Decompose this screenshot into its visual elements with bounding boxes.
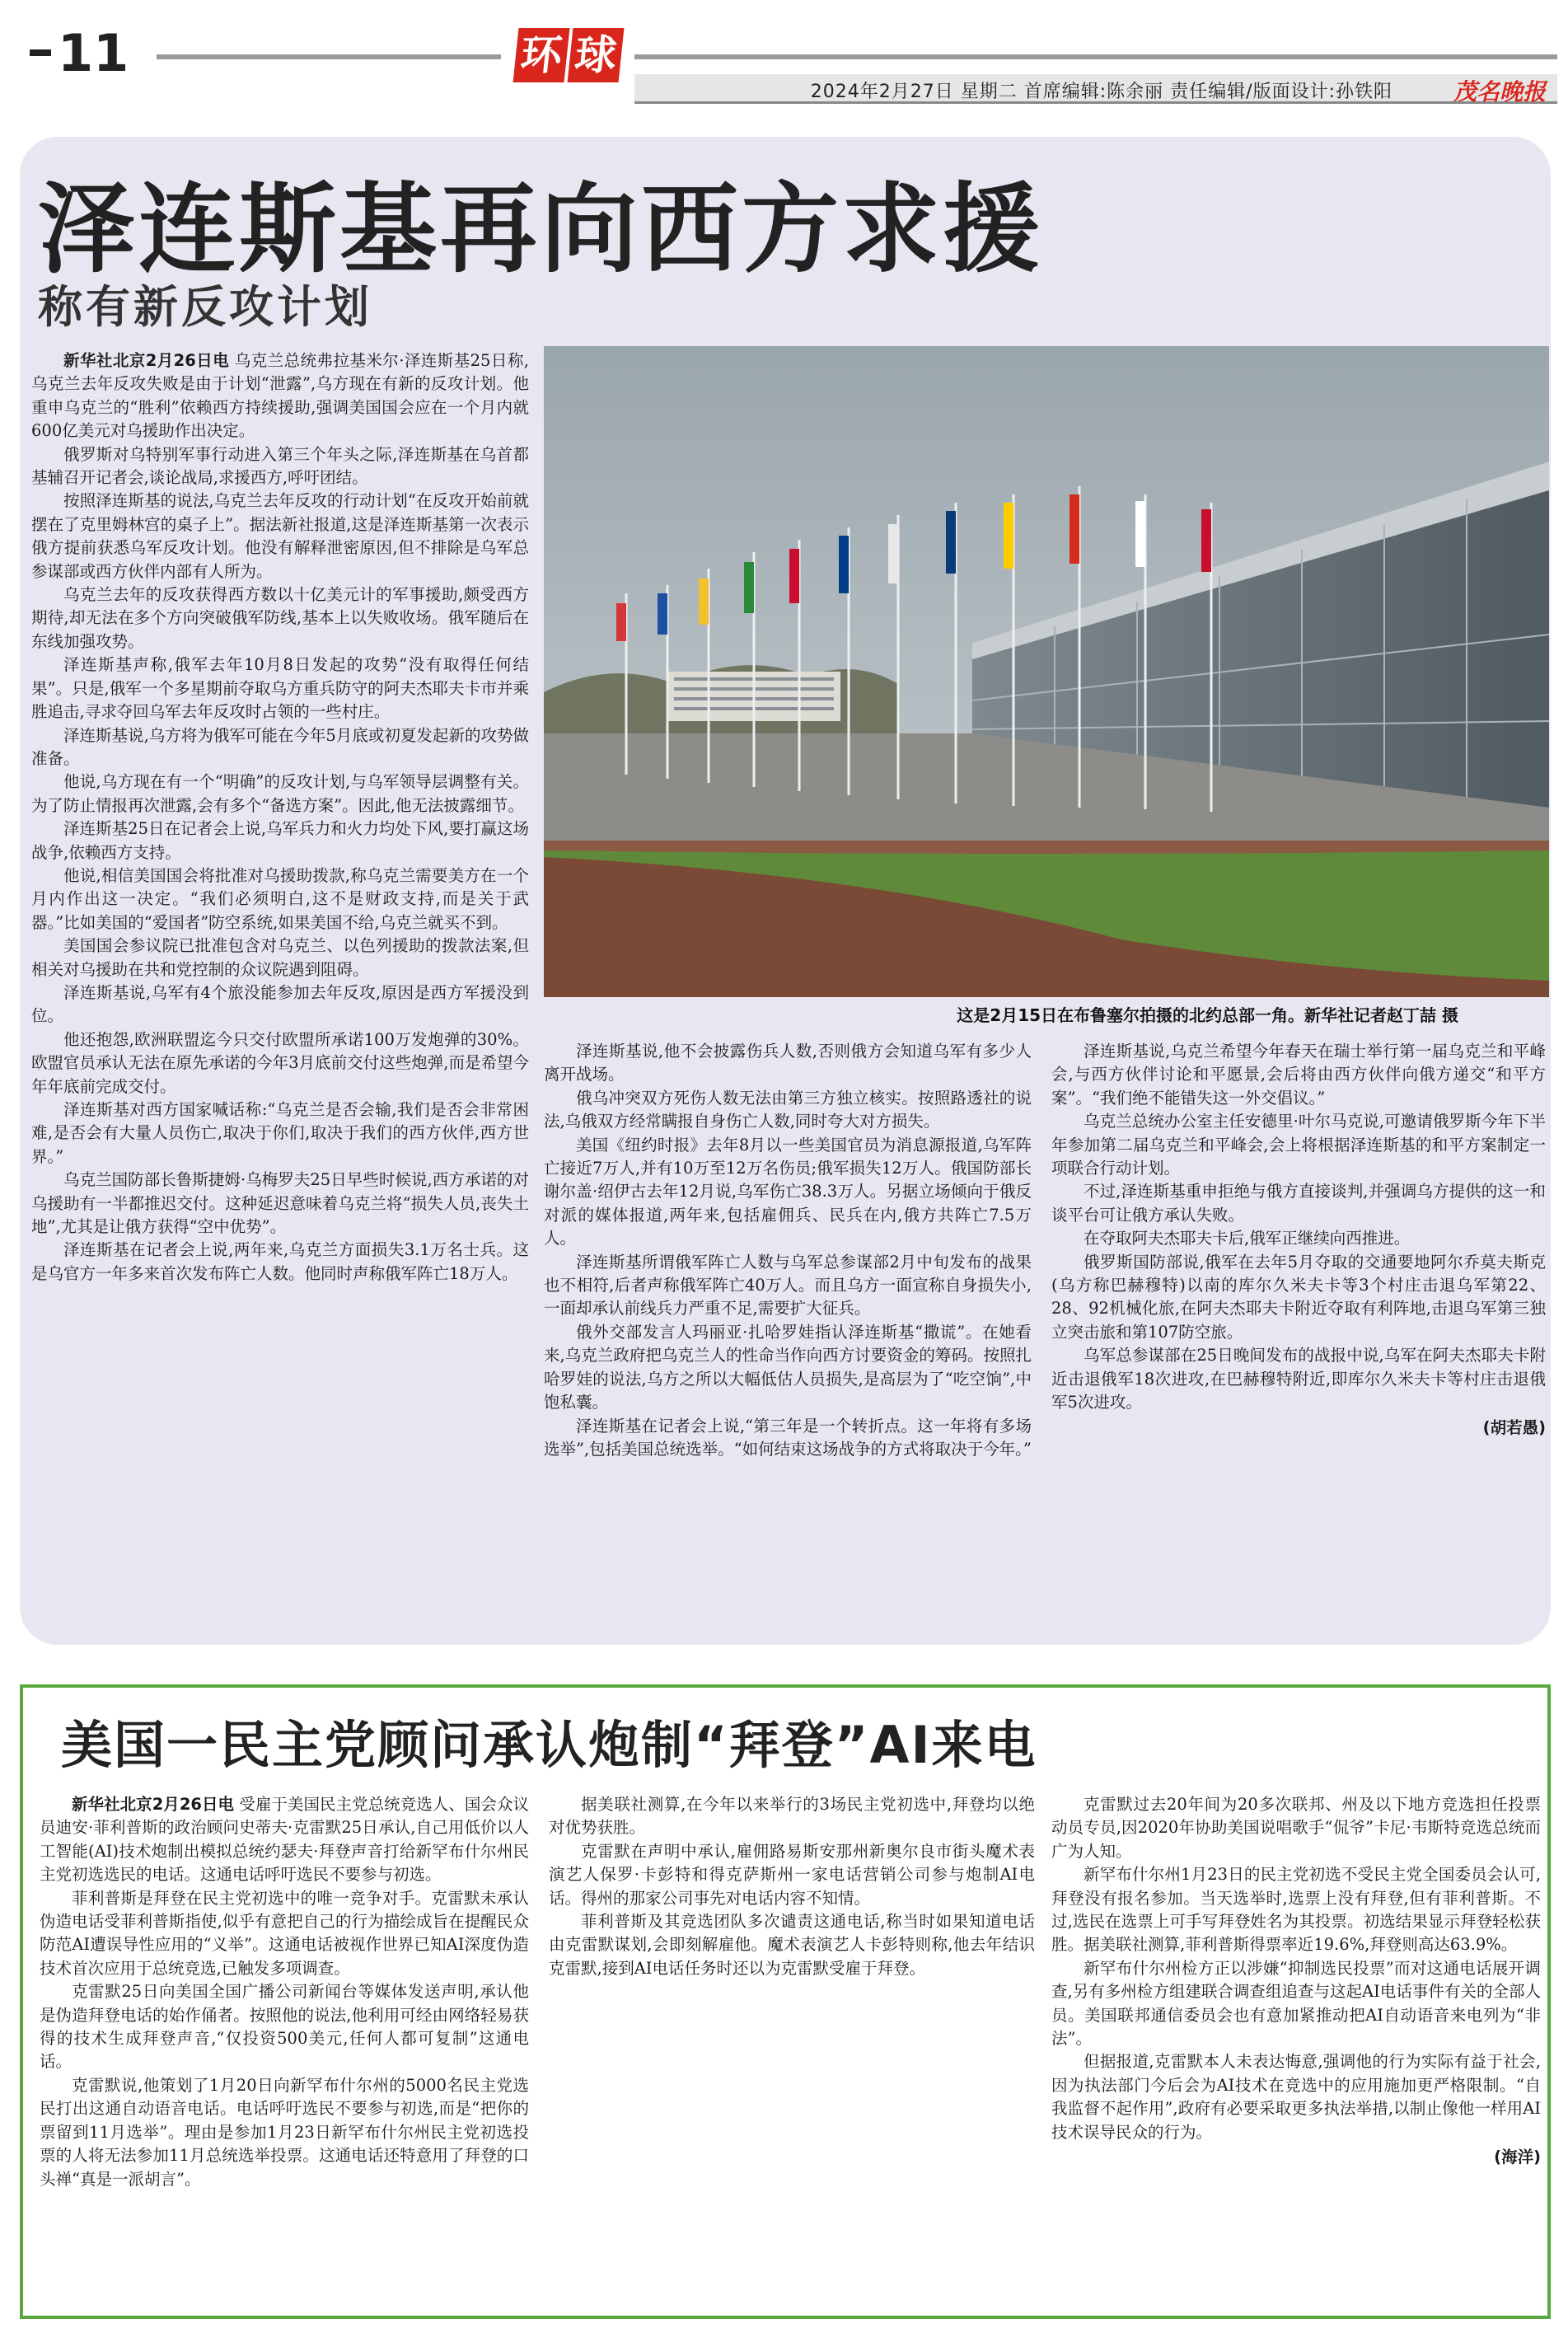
article-paragraph: 按照泽连斯基的说法,乌克兰去年反攻的行动计划“在反攻开始前就摆在了克里姆林宫的桌子上”。据法新社报道,这是泽连斯基第一次表示俄方提前获悉乌军反攻计划。他没有解释泄密原因,但不排除是乌军总参谋部或西方伙伴内部有人所为。 [31, 491, 529, 581]
article-paragraph: 克雷默过去20年间为20多次联邦、州及以下地方竞选担任投票动员专员,因2020年协助美国说唱歌手“侃爷”卡尼·韦斯特竞选总统而广为人知。 [1051, 1795, 1541, 1861]
photo-caption: 这是2月15日在布鲁塞尔拍摄的北约总部一角。新华社记者赵丁喆 摄 [957, 1005, 1458, 1025]
article-paragraph: 美国国会参议院已批准包含对乌克兰、以色列援助的拨款法案,但相关对乌援助在共和党控制的众议院遇到阻碍。 [31, 936, 529, 979]
article-paragraph: 据美联社测算,在今年以来举行的3场民主党初选中,拜登均以绝对优势获胜。 [549, 1795, 1035, 1838]
section-tag-char: 球 [568, 28, 625, 82]
article-paragraph: 乌军总参谋部在25日晚间发布的战报中说,乌军在阿夫杰耶夫卡附近击退俄军18次进攻,在巴赫穆特附近,即库尔久米夫卡等村庄击退俄军5次进攻。 [1051, 1346, 1546, 1412]
nato-headquarters-photo [544, 346, 1549, 997]
dateline: 新华社北京2月26日电 [72, 1795, 235, 1814]
article-paragraph: 乌克兰国防部长鲁斯捷姆·乌梅罗夫25日早些时候说,西方承诺的对乌援助有一半都推迟交付。这种延迟意味着乌克兰将“损失人员,丧失土地”,尤其是让俄方获得“空中优势”。 [31, 1170, 529, 1237]
masthead-info-strip [634, 74, 1557, 104]
section-tag [516, 28, 623, 86]
lead-headline: 泽连斯基再向西方求援 [38, 172, 1044, 286]
article-paragraph: 泽连斯基说,乌方将为俄军可能在今年5月底或初夏发起新的攻势做准备。 [31, 725, 529, 768]
article-paragraph: 他说,乌方现在有一个“明确”的反攻计划,与乌军领导层调整有关。为了防止情报再次泄露,会有多个“备选方案”。因此,他无法披露细节。 [31, 772, 529, 815]
article-paragraph: 泽连斯基在记者会上说,“第三年是一个转折点。这一年将有多场选举”,包括美国总统选举。“如何结束这场战争的方式将取决于今年。” [544, 1416, 1032, 1459]
article-paragraph: 泽连斯基在记者会上说,两年来,乌克兰方面损失3.1万名士兵。这是乌官方一年多来首次发布阵亡人数。他同时声称俄军阵亡18万人。 [31, 1240, 529, 1283]
article-paragraph: 克雷默说,他策划了1月20日向新罕布什尔州的5000名民主党选民打出这通自动语音电话。电话呼吁选民不要参与初选,而是“把你的票留到11月选举”。理由是参加1月23日新罕布什尔州民主党初选投票的人将无法参加11月总统选举投票。这通电话还特意用了拜登的口头禅“真是一派胡言”。 [40, 2075, 529, 2189]
paragraph-text: 乌克兰总统弗拉基米尔·泽连斯基25日称,乌克兰去年反攻失败是由于计划“泄露”,乌方现在有新的反攻计划。他重申乌克兰的“胜利”依赖西方持续援助,强调美国国会应在一个月内就600亿美元对乌援助作出决定。 [31, 351, 529, 441]
section-tag-char: 环 [513, 28, 570, 82]
lead-subhead: 称有新反攻计划 [38, 281, 372, 333]
article-paragraph: 菲利普斯是拜登在民主党初选中的唯一竞争对手。克雷默未承认伪造电话受菲利普斯指使,似乎有意把自己的行为描绘成旨在提醒民众防范AI遭误导性应用的“义举”。这通电话被视作世界已知AI深度伪造技术首次应用于总统竞选,已触发多项调查。 [40, 1888, 529, 1978]
lead-column-2 [544, 1040, 1032, 1461]
article-paragraph: 但据报道,克雷默本人未表达悔意,强调他的行为实际有益于社会,因为执法部门今后会为AI技术在竞选中的应用施加更严格限制。“自我监督不起作用”,政府有必要采取更多执法举措,以制止像他一样用AI技术误导民众的行为。 [1051, 2052, 1541, 2142]
article-paragraph: 他还抱怨,欧洲联盟迄今只交付欧盟所承诺100万发炮弹的30%。欧盟官员承认无法在原先承诺的今年3月底前交付这些炮弹,而是希望今年年底前完成交付。 [31, 1029, 529, 1096]
article-paragraph: 他说,相信美国国会将批准对乌援助拨款,称乌克兰需要美方在一个月内作出这一决定。“我们必须明白,这不是财政支持,而是关于武器。”比如美国的“爱国者”防空系统,如果美国不给,乌克兰就买不到。 [31, 865, 529, 932]
article-paragraph: 泽连斯基声称,俄军去年10月8日发起的攻势“没有取得任何结果”。只是,俄军一个多星期前夺取乌方重兵防守的阿夫杰耶夫卡市并乘胜追击,寻求夺回乌军去年反攻时占领的一些村庄。 [31, 655, 529, 722]
article-paragraph: 新罕布什尔州检方正以涉嫌“抑制选民投票”而对这通电话展开调查,另有多州检方组建联合调查组追查与这起AI电话事件有关的全部人员。美国联邦通信委员会也有意加紧推动把AI自动语音来电列为“非法”。 [1051, 1958, 1541, 2049]
lead-column-1 [31, 349, 529, 1286]
article-paragraph: 乌克兰总统办公室主任安德里·叶尔马克说,可邀请俄罗斯今年下半年参加第二届乌克兰和平峰会,会上将根据泽连斯基的和平方案制定一项联合行动计划。 [1051, 1112, 1546, 1178]
article-paragraph: 俄罗斯对乌特别军事行动进入第三个年头之际,泽连斯基在乌首都基辅召开记者会,谈论战局,求援西方,呼吁团结。 [31, 444, 529, 488]
dateline: 新华社北京2月26日电 [63, 351, 230, 370]
newspaper-logo: 茂名晚报 [1453, 78, 1546, 105]
second-column-1 [40, 1793, 529, 2191]
page-number-dash [30, 49, 51, 56]
article-paragraph: 在夺取阿夫杰耶夫卡后,俄军正继续向西推进。 [1084, 1229, 1411, 1248]
page-number: 11 [58, 23, 129, 83]
article-paragraph: 俄乌冲突双方死伤人数无法由第三方独立核实。按照路透社的说法,乌俄双方经常瞒报自身伤亡人数,同时夸大对方损失。 [544, 1088, 1032, 1131]
photo-illustration [544, 346, 1549, 997]
article-paragraph: 泽连斯基所谓俄军阵亡人数与乌军总参谋部2月中旬发布的战果也不相符,后者声称俄军阵亡40万人。而且乌方一面宣称自身损失小,一面却承认前线兵力严重不足,需要扩大征兵。 [544, 1252, 1032, 1319]
lead-column-3 [1051, 1040, 1546, 1440]
article-paragraph [31, 349, 529, 443]
article-paragraph: 泽连斯基说,乌军有4个旅没能参加去年反攻,原因是西方军援没到位。 [31, 982, 529, 1026]
paragraph-text: 受雇于美国民主党总统竞选人、国会众议员迪安·菲利普斯的政治顾问史蒂夫·克雷默25日承认,自己用低价以人工智能(AI)技术炮制出模拟总统约瑟夫·拜登声音打给新罕布什尔州民主党初选选民的电话。这通电话呼吁选民不要参与初选。 [40, 1795, 529, 1885]
article-paragraph: 克雷默在声明中承认,雇佣路易斯安那州新奥尔良市街头魔术表演艺人保罗·卡彭特和得克萨斯州一家电话营销公司参与炮制AI电话。得州的那家公司事先对电话内容不知情。 [549, 1841, 1035, 1908]
masthead-rule-left [157, 54, 501, 59]
article-paragraph: 俄罗斯国防部说,俄军在去年5月夺取的交通要地阿尔乔莫夫斯克(乌方称巴赫穆特)以南的库尔久米夫卡等3个村庄击退乌军第22、28、92机械化旅,在阿夫杰耶夫卡附近夺取有利阵地,击退乌军第三独立突击旅和第107防空旅。 [1051, 1252, 1546, 1342]
article-paragraph: 俄外交部发言人玛丽亚·扎哈罗娃指认泽连斯基“撒谎”。在她看来,乌克兰政府把乌克兰人的性命当作向西方讨要资金的筹码。按照扎哈罗娃的说法,乌方之所以大幅低估人员损失,是高层为了“吃空饷”,中饱私囊。 [544, 1322, 1032, 1412]
article-paragraph: 不过,泽连斯基重申拒绝与俄方直接谈判,并强调乌方提供的这一和谈平台可让俄方承认失败。 [1051, 1182, 1546, 1225]
article-paragraph: 泽连斯基说,他不会披露伤兵人数,否则俄方会知道乌军有多少人离开战场。 [544, 1042, 1032, 1084]
article-paragraph: 新罕布什尔州1月23日的民主党初选不受民主党全国委员会认可,拜登没有报名参加。当天选举时,选票上没有拜登,但有菲利普斯。不过,选民在选票上可手写拜登姓名为其投票。初选结果显示拜登轻松获胜。据美联社测算,菲利普斯得票率近19.6%,拜登则高达63.9%。 [1051, 1865, 1541, 1955]
second-column-3 [1051, 1793, 1541, 2170]
article-paragraph: 泽连斯基说,乌克兰希望今年春天在瑞士举行第一届乌克兰和平峰会,与西方伙伴讨论和平愿景,会后将由西方伙伴向俄方递交“和平方案”。“我们绝不能错失这一外交倡议。” [1051, 1042, 1546, 1108]
second-headline: 美国一民主党顾问承认炮制“拜登”AI来电 [61, 1715, 1037, 1775]
article-paragraph: 乌克兰去年的反攻获得西方数以十亿美元计的军事援助,颇受西方期待,却无法在多个方向突破俄军防线,基本上以失败收场。俄军随后在东线加强攻势。 [31, 585, 529, 651]
second-byline: (海洋) [1494, 2148, 1541, 2167]
article-paragraph: 泽连斯基25日在记者会上说,乌军兵力和火力均处下风,要打赢这场战争,依赖西方支持。 [31, 819, 529, 862]
page-masthead [0, 0, 1568, 124]
lead-byline: (胡若愚) [1482, 1417, 1546, 1437]
second-column-2 [549, 1793, 1035, 1980]
article-paragraph [40, 1793, 529, 1887]
issue-meta-line: 2024年2月27日 星期二 首席编辑:陈余丽 责任编辑/版面设计:孙铁阳 [810, 82, 1392, 102]
article-paragraph: 菲利普斯及其竞选团队多次谴责这通电话,称当时如果知道电话由克雷默谋划,会即刻解雇他。魔术表演艺人卡彭特则称,他去年结识克雷默,接到AI电话任务时还以为克雷默受雇于拜登。 [549, 1912, 1035, 1978]
article-paragraph: 泽连斯基对西方国家喊话称:“乌克兰是否会输,我们是否会非常困难,是否会有大量人员伤亡,取决于你们,取决于我们的西方伙伴,西方世界。” [31, 1100, 529, 1166]
masthead-rule-right [634, 54, 1557, 59]
article-paragraph: 美国《纽约时报》去年8月以一些美国官员为消息源报道,乌军阵亡接近7万人,并有10万至12万名伤员;俄军损失12万人。俄国防部长谢尔盖·绍伊古去年12月说,乌军伤亡38.3万人。另据立场倾向于俄反对派的媒体报道,两年来,包括雇佣兵、民兵在内,俄方共阵亡7.5万人。 [544, 1135, 1032, 1248]
article-paragraph: 克雷默25日向美国全国广播公司新闻台等媒体发送声明,承认他是伪造拜登电话的始作俑者。按照他的说法,他利用可经由网络轻易获得的技术生成拜登声音,“仅投资500美元,任何人都可复制”这通电话。 [40, 1982, 529, 2072]
